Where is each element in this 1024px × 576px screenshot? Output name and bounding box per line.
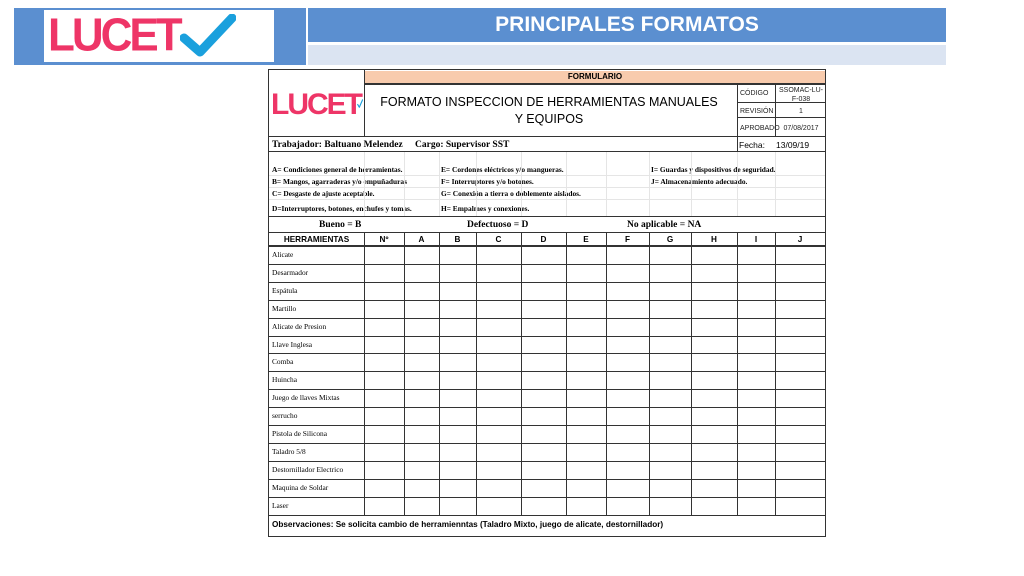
column-header-herramientas: HERRAMIENTAS [283,235,350,244]
h-line [269,353,825,354]
column-header-d: D [540,235,547,244]
codigo-label: CÓDIGO [740,90,769,97]
v-line [691,152,692,216]
legend-d: D=Interruptores, botones, enchufes y tomas. [272,204,412,213]
column-header-c: C [495,235,502,244]
h-line [269,264,825,265]
v-line [775,84,776,136]
column-header-f: F [624,235,630,244]
h-line [269,187,825,188]
h-line [269,371,825,372]
legend-c: C= Desgaste de ajuste aceptable. [272,189,375,198]
v-line [521,232,522,515]
v-line [404,152,405,216]
title-bar [308,8,946,42]
h-line [269,389,825,390]
h-line [269,461,825,462]
legend-e: E= Cordones eléctricos y/o mangueras. [441,165,564,174]
legend-f: F= Interruptores y/o botones. [441,177,534,186]
v-line [737,152,738,216]
date-label: Fecha: [739,140,765,150]
h-line [269,497,825,498]
tool-row: Comba [272,357,294,367]
h-line [269,318,825,319]
tool-row: Pistola de Silicona [272,429,328,438]
h-line [364,84,825,85]
aprobado-label: APROBADO [740,125,780,132]
column-header-g: G [666,235,674,244]
v-line [439,152,440,216]
legend-a: A= Condiciones general de herramientas. [272,165,403,174]
scale-no-aplicable: No aplicable = NA [627,220,702,230]
tool-row: Taladro 5/8 [272,446,306,456]
column-header-a: A [418,235,425,244]
inspection-form [268,69,826,537]
tool-row: Llave Inglesa [272,339,313,349]
legend-j: J= Almacenamiento adecuado. [651,177,748,186]
v-line [775,232,776,515]
column-header-e: E [583,235,589,244]
tool-row: Desarmador [272,267,309,277]
logo-text: LUCET [48,9,180,62]
h-line [269,300,825,301]
h-line [269,232,825,233]
h-line [269,282,825,283]
v-line [649,152,650,216]
h-line [269,216,825,217]
tool-row: Destornillador Electrico [272,464,344,474]
lucet-logo [44,10,274,62]
h-line [269,151,825,152]
v-line [364,70,365,137]
revision-label: REVISIÓN [740,108,774,115]
v-line [439,232,440,515]
aprobado-value: 07/08/2017 [783,125,819,132]
worker-name: Trabajador: Baltuano Melendez [272,140,403,150]
v-line [737,136,738,151]
v-line [521,152,522,216]
h-line [269,175,825,176]
worker-role: Cargo: Supervisor SST [415,140,510,150]
formulario-header: FORMULARIO [365,71,825,84]
checkmark-icon [180,14,236,58]
legend-b: B= Mangos, agarraderas y/o empuñaduras [272,177,407,186]
v-line [404,232,405,515]
v-line [606,232,607,515]
legend-g: G= Conexión a tierra o doblemente aislados. [441,189,581,198]
v-line [364,232,365,515]
h-line [269,336,825,337]
tool-row: serrucho [272,411,298,421]
h-line [269,425,825,426]
h-line [269,515,825,516]
v-line [737,232,738,515]
column-header-j: J [797,235,803,244]
tool-row: Maquina de Soldar [272,482,329,492]
v-line [775,152,776,216]
v-line [649,232,650,515]
v-line [691,232,692,515]
tool-row: Martillo [272,303,297,313]
form-logo [271,74,363,134]
legend-i: I= Guardas y dispositivos de seguridad. [651,165,776,174]
logo-frame [14,8,306,65]
scale-bueno: Bueno = B [319,220,362,230]
tool-row: Laser [272,500,289,510]
tool-row: Alicate [272,250,294,259]
h-line [269,199,825,200]
subtitle-bar [308,44,946,65]
column-header-b: B [454,235,461,244]
column-header-h: H [711,235,717,244]
form-title: FORMATO INSPECCION DE HERRAMIENTAS MANUALES Y EQUIPOS [380,95,718,126]
form-logo-text: LUCET [271,87,361,121]
h-line [269,479,825,480]
h-line [737,117,825,118]
date-value: 13/09/19 [776,140,810,150]
codigo-value: SSOMAC-LU-F-038 [779,87,823,103]
v-line [606,152,607,216]
h-line [269,443,825,444]
tool-row: Juego de llaves Mixtas [272,393,340,403]
observations: Observaciones: Se solicita cambio de herramienntas (Taladro Mixto, juego de alicate, destornillador) [272,520,664,529]
v-line [476,152,477,216]
revision-value: 1 [799,108,803,115]
v-line [737,84,738,136]
h-line [269,407,825,408]
tool-row: Alicate de Presion [272,321,327,331]
legend-h: H= Empalmes y conexiones. [441,204,530,213]
h-line [737,102,825,103]
v-line [566,232,567,515]
form-checkmark-icon [357,84,363,124]
tool-row: Espátula [272,285,298,295]
v-line [476,232,477,515]
h-line [269,246,825,247]
column-header-no: Nº [379,235,389,244]
column-header-i: I [754,235,758,244]
h-line [269,136,825,137]
v-line [364,152,365,216]
tool-row: Huincha [272,375,298,385]
v-line [566,152,567,216]
scale-defectuoso: Defectuoso = D [467,220,529,230]
page-title: PRINCIPALES FORMATOS [495,13,759,36]
